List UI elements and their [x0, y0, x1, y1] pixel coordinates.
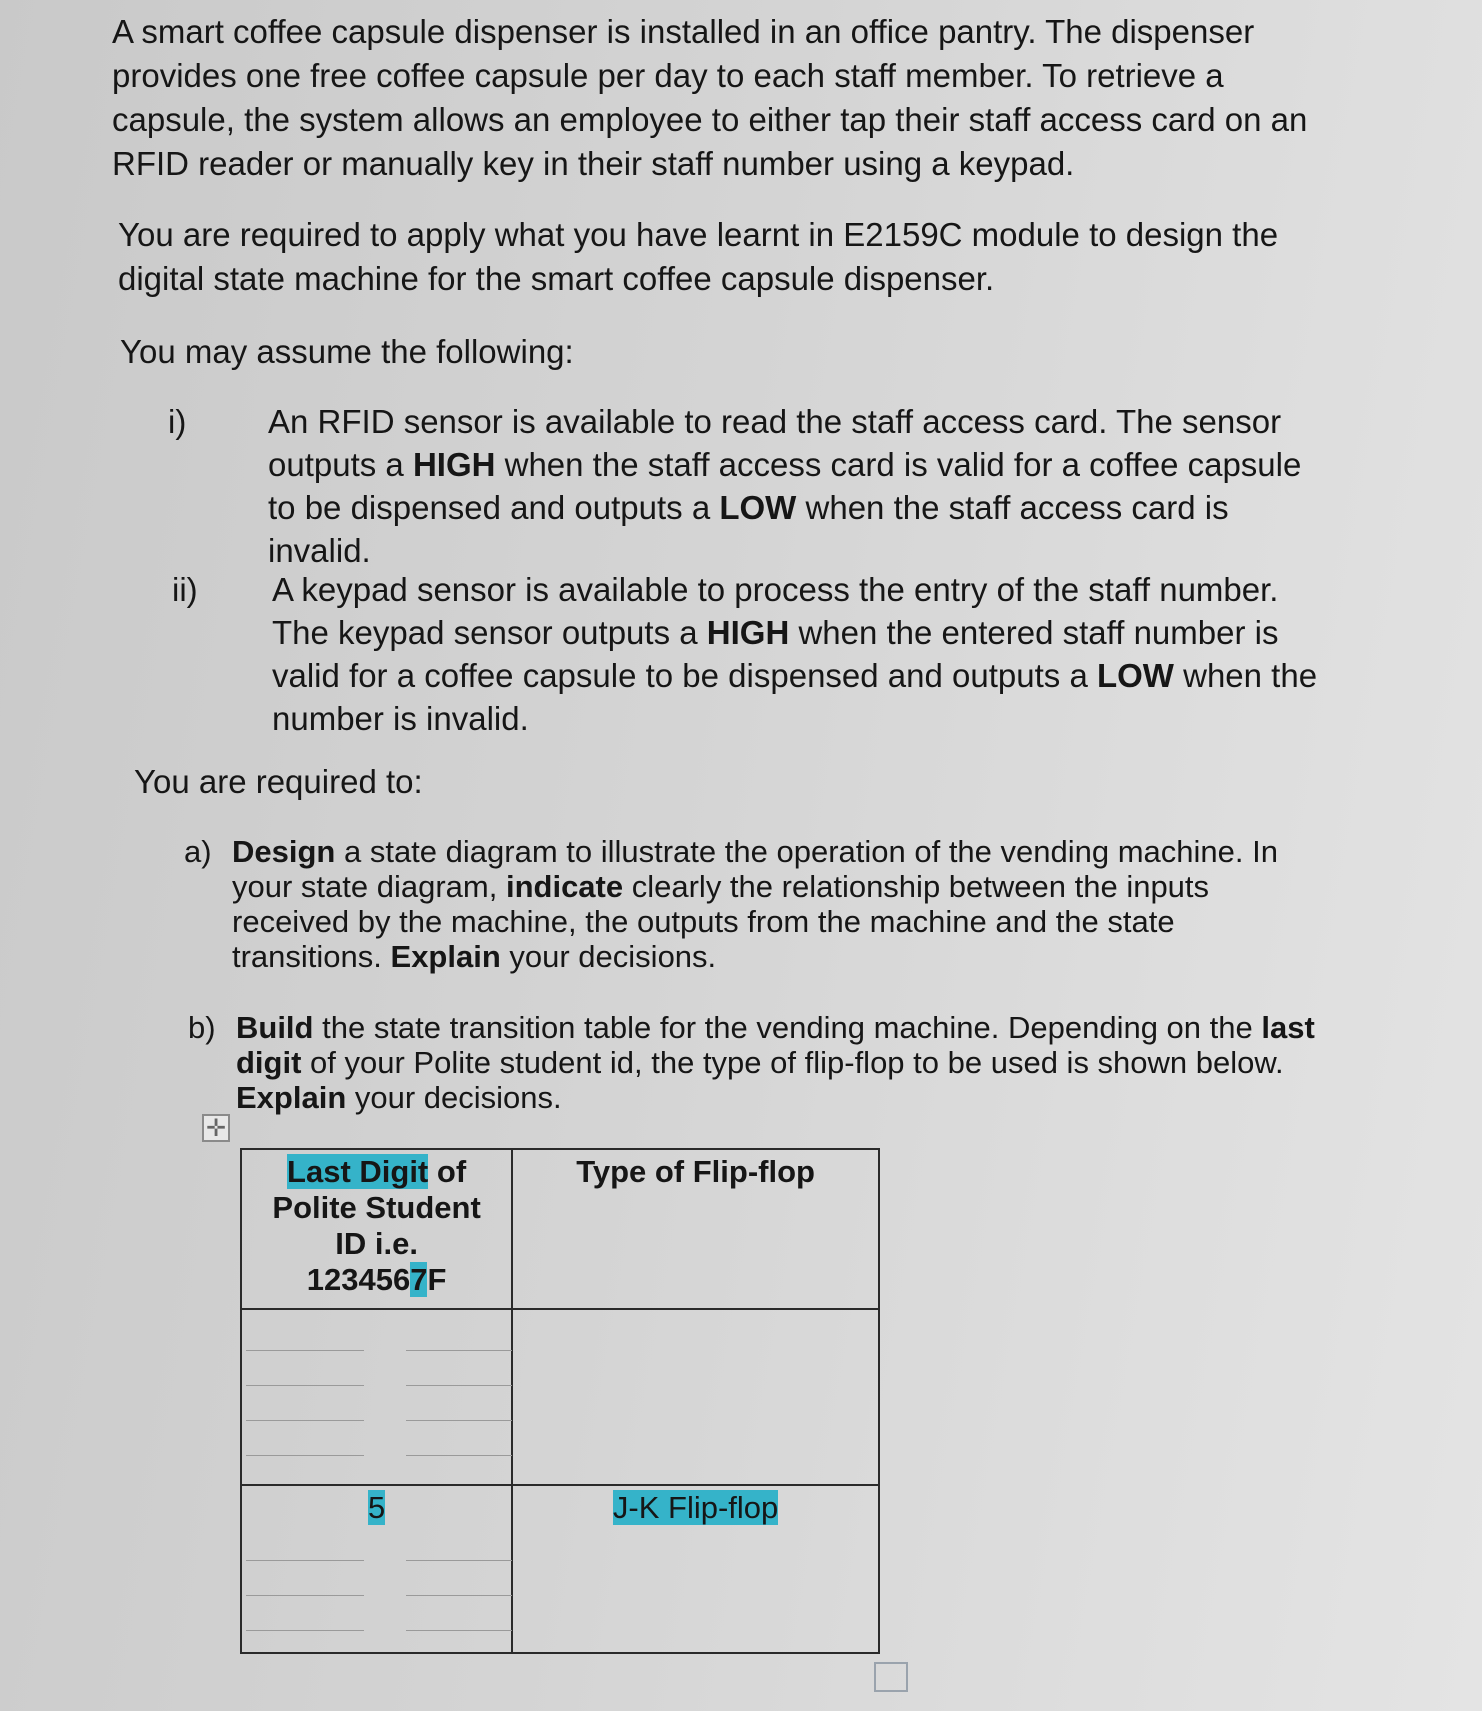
table-row	[241, 1485, 879, 1653]
header-last-digit: Last Digit of Polite Student ID i.e. 1234567F	[241, 1149, 512, 1309]
digit-cell: 5	[241, 1485, 512, 1653]
required-heading: You are required to:	[134, 763, 423, 800]
assumption-text: A keypad sensor is available to process the entry of the staff number. The keypad sensor outputs a HIGH when the entered staff number is valid for a coffee capsule to be dispensed and outputs a LOW when the number is invalid.	[272, 571, 1318, 737]
assumption-number: ii)	[172, 571, 198, 608]
scan-line	[246, 1630, 364, 1631]
task-number: a)	[184, 834, 212, 869]
scan-line	[246, 1595, 364, 1596]
scan-line	[406, 1350, 512, 1351]
flipflop-cell	[512, 1309, 879, 1485]
table-row	[241, 1309, 879, 1485]
scan-line	[246, 1385, 364, 1386]
scan-line	[246, 1350, 364, 1351]
requirement-paragraph: You are required to apply what you have learnt in E2159C module to design the digital state machine for the smart coffee capsule dispenser.	[118, 216, 1279, 297]
digit-cell	[241, 1309, 512, 1485]
scan-line	[406, 1420, 512, 1421]
assumption-number: i)	[168, 403, 187, 440]
assume-heading: You may assume the following:	[120, 333, 574, 370]
table-resize-handle[interactable]	[874, 1662, 908, 1692]
flipflop-cell: J-K Flip-flop	[512, 1485, 879, 1653]
scan-line	[406, 1630, 512, 1631]
assumption-text: An RFID sensor is available to read the staff access card. The sensor outputs a HIGH when the staff access card is valid for a coffee capsule to be dispensed and outputs a LOW when the staff access card is invalid.	[268, 403, 1302, 569]
scan-line	[246, 1560, 364, 1561]
table-header-row	[241, 1149, 879, 1309]
scan-line	[406, 1385, 512, 1386]
task-text: Build the state transition table for the vending machine. Depending on the last digit of your Polite student id, the type of flip-flop to be used is shown below. Explain your decisions.	[236, 1010, 1315, 1115]
scan-line	[406, 1595, 512, 1596]
scan-line	[406, 1560, 512, 1561]
flipflop-table	[240, 1148, 880, 1654]
header-flipflop-type: Type of Flip-flop	[512, 1149, 879, 1309]
task-number: b)	[188, 1010, 216, 1045]
intro-paragraph: A smart coffee capsule dispenser is installed in an office pantry. The dispenser provides one free coffee capsule per day to each staff member. To retrieve a capsule, the system allows an employee to either tap their staff access card on an RFID reader or manually key in their staff number using a keypad.	[112, 13, 1308, 182]
task-text: Design a state diagram to illustrate the operation of the vending machine. In your state diagram, indicate clearly the relationship between the inputs received by the machine, the outputs from the machine and the state transitions. Explain your decisions.	[232, 834, 1278, 974]
scan-line	[246, 1420, 364, 1421]
scan-line	[406, 1455, 512, 1456]
table-move-handle-icon[interactable]: ✛	[202, 1114, 230, 1142]
scan-line	[246, 1455, 364, 1456]
